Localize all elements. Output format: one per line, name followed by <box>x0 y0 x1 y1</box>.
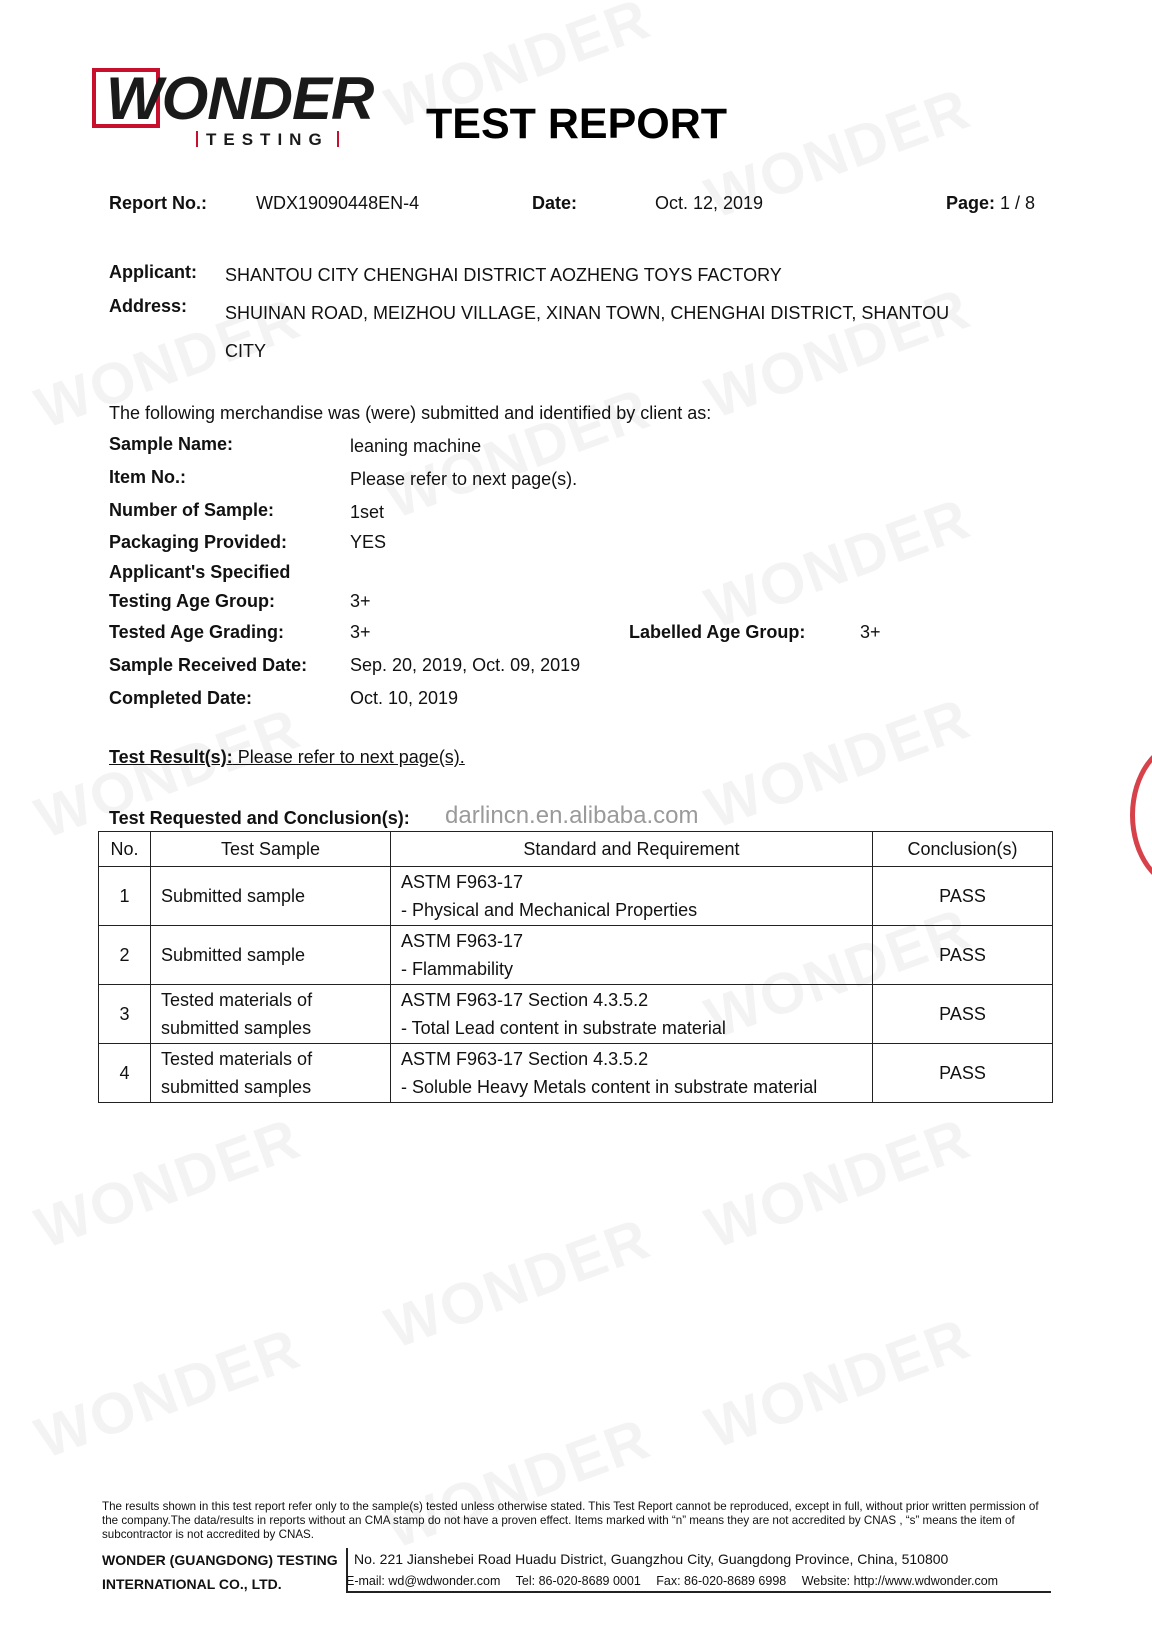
completed-label: Completed Date: <box>109 688 253 708</box>
row-sample-line2: submitted samples <box>161 1018 312 1038</box>
row-conclusion: PASS <box>873 985 1053 1044</box>
address-line1: SHUINAN ROAD, MEIZHOU VILLAGE, XINAN TOWN, CHENGHAI DISTRICT, SHANTOU <box>225 303 950 323</box>
applicant-specified-label: Applicant's Specified <box>109 562 291 582</box>
report-no-value: WDX19090448EN-4 <box>256 193 420 213</box>
address-line2: CITY <box>225 341 267 361</box>
address-label: Address: <box>109 296 188 316</box>
table-row <box>99 867 1053 926</box>
watermark <box>697 485 979 642</box>
sample-name-value: leaning machine <box>350 436 482 456</box>
row-sample <box>151 985 391 1044</box>
row-no: 1 <box>99 867 151 926</box>
packaging-label: Packaging Provided: <box>109 532 288 552</box>
date-label: Date: <box>532 193 578 213</box>
footer-address: No. 221 Jianshebei Road Huadu District, Guangzhou City, Guangdong Province, China, 510800 <box>354 1551 949 1567</box>
row-sample-line1: Tested materials of <box>161 1049 313 1069</box>
watermark <box>697 275 979 432</box>
number-label: Number of Sample: <box>109 500 275 520</box>
row-standard-line2: - Soluble Heavy Metals content in substrate material <box>401 1077 818 1097</box>
row-sample <box>151 1044 391 1103</box>
intro-text: The following merchandise was (were) submitted and identified by client as: <box>109 403 712 423</box>
table-header-row <box>99 832 1053 867</box>
watermark <box>27 1105 309 1262</box>
footer-website: Website: http://www.wdwonder.com <box>801 1574 999 1588</box>
logo-subtitle: TESTING <box>188 130 347 150</box>
row-no: 2 <box>99 926 151 985</box>
row-conclusion: PASS <box>873 1044 1053 1103</box>
page-title: TEST REPORT <box>426 100 728 148</box>
footer-contact <box>346 1574 1010 1588</box>
test-result <box>109 746 465 768</box>
watermark <box>377 1205 659 1362</box>
applicant-label: Applicant: <box>109 262 197 282</box>
page-indicator <box>946 192 1035 214</box>
footer-company-line1: WONDER (GUANGDONG) TESTING <box>102 1552 338 1568</box>
testing-age-label: Testing Age Group: <box>109 591 275 611</box>
conclusion-table <box>98 831 1053 1103</box>
row-sample-line1: Tested materials of <box>161 990 313 1010</box>
table-row <box>99 985 1053 1044</box>
page-value: 1 / 8 <box>1000 193 1036 213</box>
row-standard <box>391 867 873 926</box>
footer-tel: Tel: 86-020-8689 0001 <box>515 1574 641 1588</box>
logo-wordmark: WONDER <box>106 65 374 132</box>
labelled-age-label: Labelled Age Group: <box>629 622 806 642</box>
footer-disclaimer: The results shown in this test report refer only to the sample(s) tested unless otherwise stated. This Test Report cannot be reproduced, except in full, without prior written permission of the company.The data/results in reports without an CMA stamp do not have a proven effect. Items marked with “n” means they are not accredited by CNAS , “s” means the item of subcontractor is not accredited by CNAS. <box>102 1500 1039 1541</box>
received-label: Sample Received Date: <box>109 655 308 675</box>
page-label: Page: <box>946 193 996 213</box>
company-logo <box>92 64 374 154</box>
company-seal <box>1130 740 1152 890</box>
site-watermark: darlincn.en.alibaba.com <box>445 802 699 829</box>
watermark <box>697 685 979 842</box>
conclusion-heading: Test Requested and Conclusion(s): <box>109 808 410 828</box>
row-standard <box>391 985 873 1044</box>
col-header-no: No. <box>99 832 151 867</box>
report-no-label: Report No.: <box>109 193 207 213</box>
row-sample <box>151 867 391 926</box>
row-sample-line: Submitted sample <box>161 886 306 906</box>
watermark <box>27 1315 309 1472</box>
row-standard <box>391 926 873 985</box>
applicant-value: SHANTOU CITY CHENGHAI DISTRICT AOZHENG TOYS FACTORY <box>225 265 782 285</box>
row-standard-line2: - Physical and Mechanical Properties <box>401 900 698 920</box>
footer-email: E-mail: wd@wdwonder.com <box>346 1574 501 1588</box>
footer-company <box>102 1548 342 1596</box>
row-conclusion: PASS <box>873 867 1053 926</box>
sample-name-label: Sample Name: <box>109 434 234 454</box>
col-header-sample: Test Sample <box>151 832 391 867</box>
item-no-label: Item No.: <box>109 467 187 487</box>
col-header-conclusion: Conclusion(s) <box>873 832 1053 867</box>
footer-fax: Fax: 86-020-8689 6998 <box>656 1574 787 1588</box>
labelled-age-value: 3+ <box>860 622 881 642</box>
row-standard-line2: - Total Lead content in substrate material <box>401 1018 726 1038</box>
row-standard-line1: ASTM F963-17 Section 4.3.5.2 <box>401 1049 649 1069</box>
test-result-value: Please refer to next page(s). <box>232 747 465 767</box>
watermark <box>697 1105 979 1262</box>
footer-divider-horizontal <box>346 1591 1051 1593</box>
row-no: 3 <box>99 985 151 1044</box>
date-value: Oct. 12, 2019 <box>655 193 764 213</box>
completed-value: Oct. 10, 2019 <box>350 688 459 708</box>
watermark <box>697 1305 979 1462</box>
packaging-value: YES <box>350 532 387 552</box>
row-standard-line1: ASTM F963-17 <box>401 931 524 951</box>
row-conclusion: PASS <box>873 926 1053 985</box>
table-row <box>99 1044 1053 1103</box>
footer-company-line2: INTERNATIONAL CO., LTD. <box>102 1576 282 1592</box>
row-standard-line2: - Flammability <box>401 959 514 979</box>
row-standard-line1: ASTM F963-17 <box>401 872 524 892</box>
row-sample-line2: submitted samples <box>161 1077 312 1097</box>
testing-age-value: 3+ <box>350 591 371 611</box>
item-no-value: Please refer to next page(s). <box>350 469 578 489</box>
tested-grading-value: 3+ <box>350 622 371 642</box>
col-header-standard: Standard and Requirement <box>391 832 873 867</box>
received-value: Sep. 20, 2019, Oct. 09, 2019 <box>350 655 581 675</box>
row-sample-line: Submitted sample <box>161 945 306 965</box>
number-value: 1set <box>350 502 385 522</box>
row-standard-line1: ASTM F963-17 Section 4.3.5.2 <box>401 990 649 1010</box>
row-standard <box>391 1044 873 1103</box>
test-result-label: Test Result(s): <box>109 747 233 767</box>
tested-grading-label: Tested Age Grading: <box>109 622 285 642</box>
row-sample <box>151 926 391 985</box>
row-no: 4 <box>99 1044 151 1103</box>
table-row <box>99 926 1053 985</box>
